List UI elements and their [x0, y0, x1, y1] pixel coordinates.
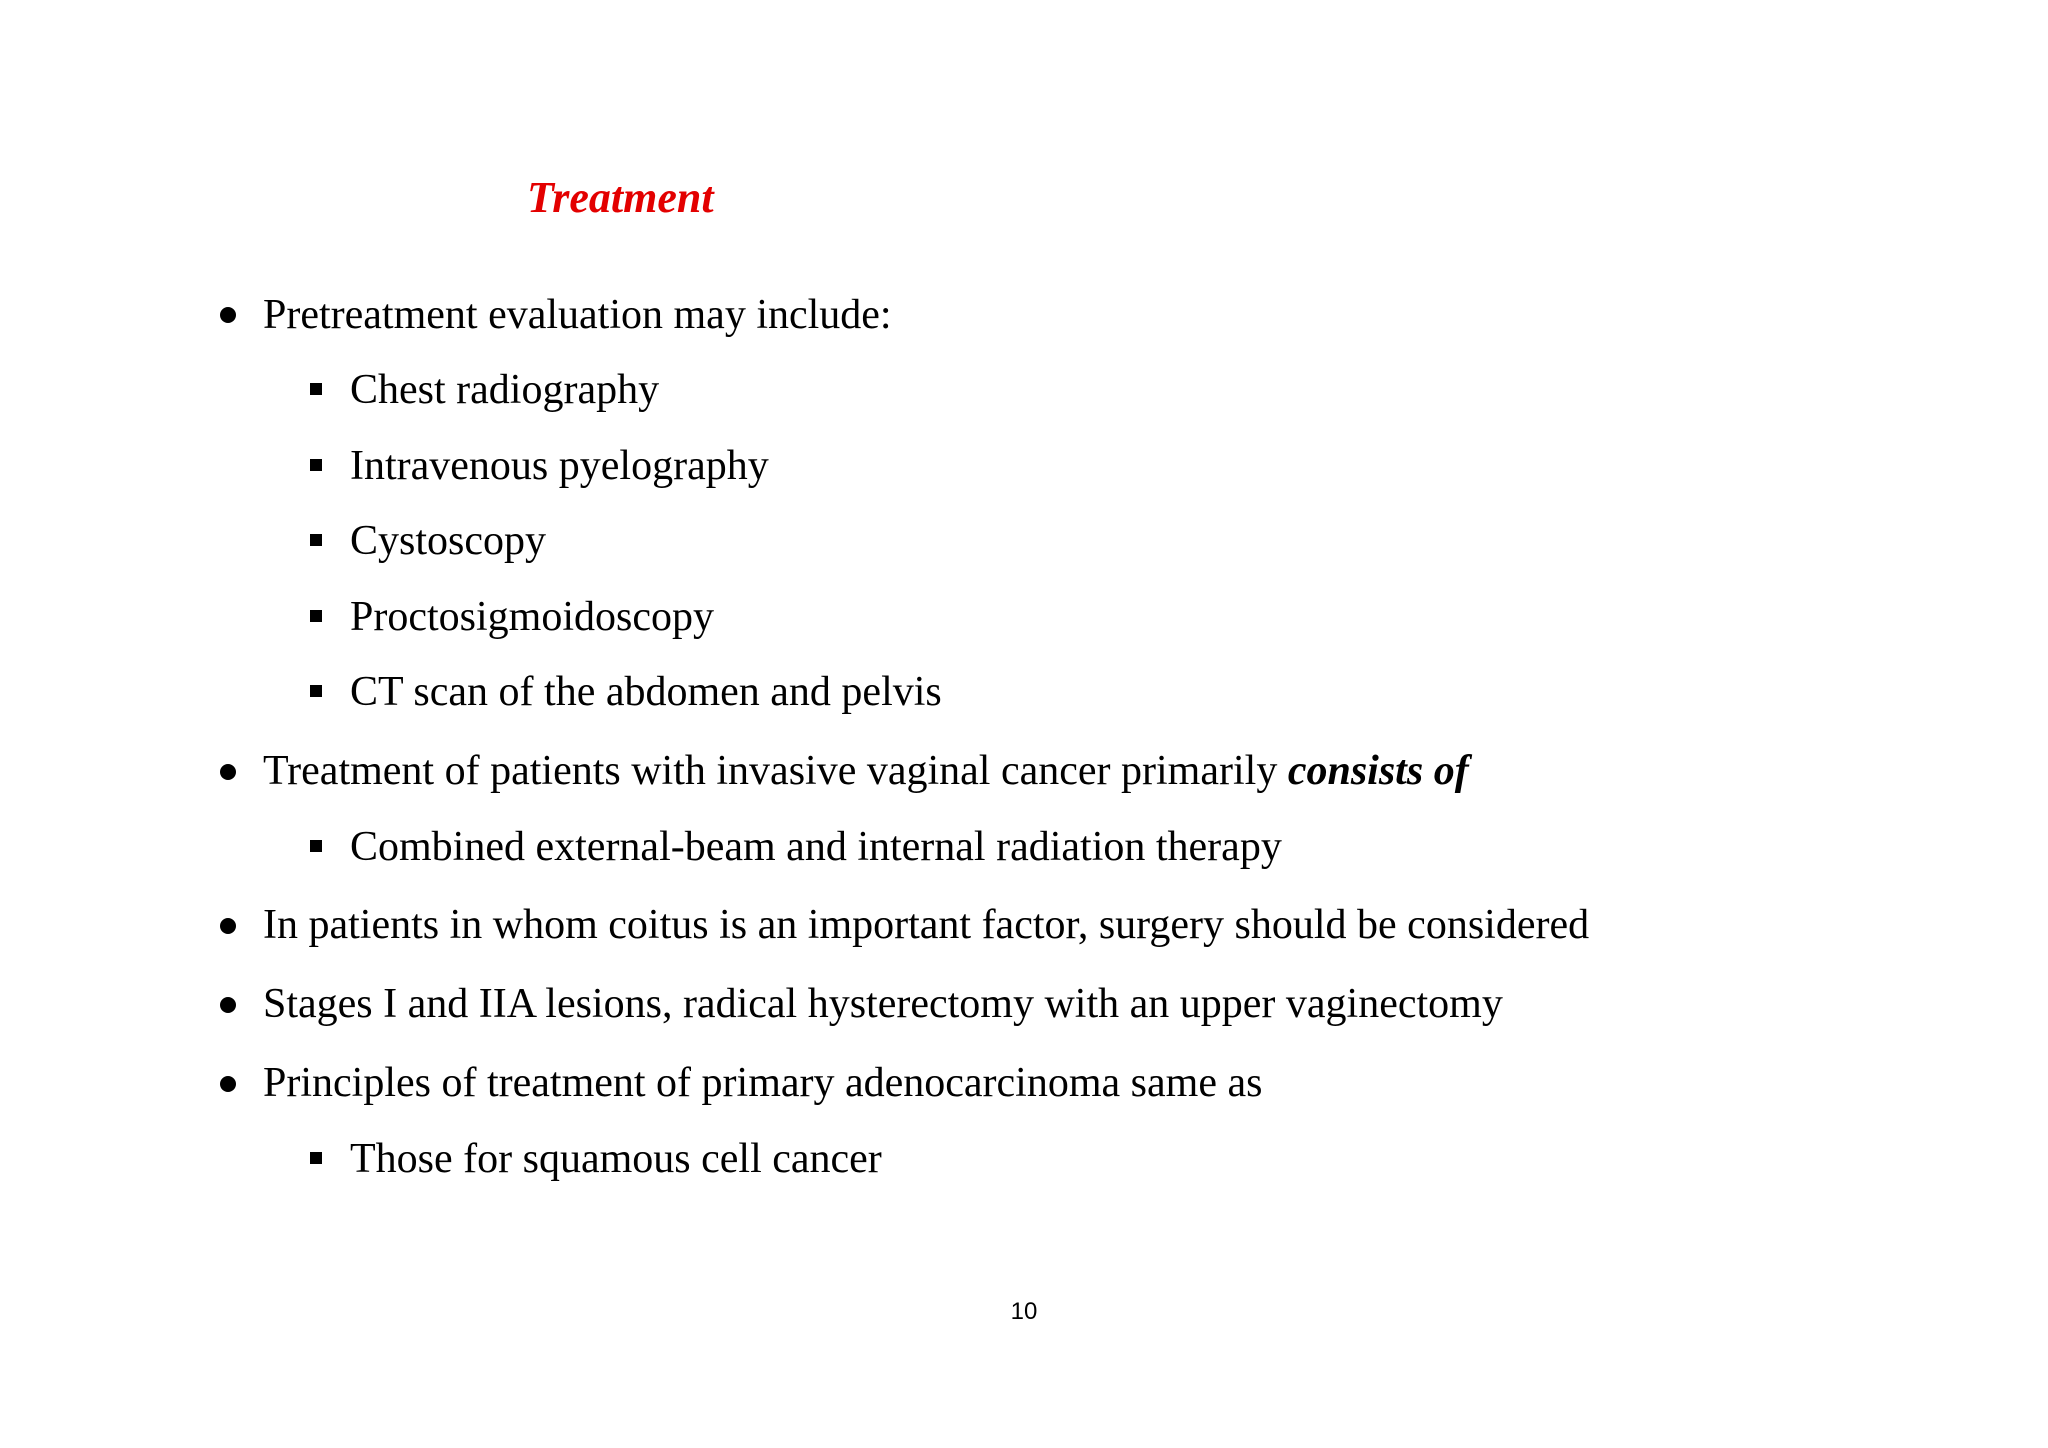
bullet-item-text: Treatment of patients with invasive vaginal cancer primarily [263, 748, 1288, 794]
square-bullet-icon [310, 534, 322, 546]
round-bullet-icon [220, 918, 236, 934]
page-number: 10 [1010, 1298, 1038, 1325]
section-title: Treatment [527, 173, 714, 222]
sub-bullet-item: Chest radiography [350, 367, 660, 413]
sub-bullet-item: Cystoscopy [350, 518, 547, 564]
square-bullet-icon [310, 610, 322, 622]
bullet-item: Pretreatment evaluation may include: [263, 292, 892, 338]
square-bullet-icon [310, 459, 322, 471]
round-bullet-icon [220, 307, 236, 323]
round-bullet-icon [220, 764, 236, 780]
bullet-item-emphasis: consists of [1287, 748, 1469, 794]
sub-bullet-item: Those for squamous cell cancer [350, 1136, 882, 1182]
sub-bullet-item: Combined external-beam and internal radiation therapy [350, 824, 1282, 870]
round-bullet-icon [220, 997, 236, 1013]
bullet-item: Principles of treatment of primary adenocarcinoma same as [263, 1060, 1263, 1106]
square-bullet-icon [310, 383, 322, 395]
square-bullet-icon [310, 1152, 322, 1164]
sub-bullet-item: Intravenous pyelography [350, 443, 769, 489]
bullet-item: Stages I and IIA lesions, radical hysterectomy with an upper vaginectomy [263, 981, 1503, 1027]
sub-bullet-item: CT scan of the abdomen and pelvis [350, 669, 942, 715]
bullet-item: In patients in whom coitus is an important factor, surgery should be considered [263, 902, 1590, 948]
bullet-item [263, 750, 1469, 792]
square-bullet-icon [310, 685, 322, 697]
sub-bullet-item: Proctosigmoidoscopy [350, 594, 714, 640]
square-bullet-icon [310, 840, 322, 852]
round-bullet-icon [220, 1076, 236, 1092]
